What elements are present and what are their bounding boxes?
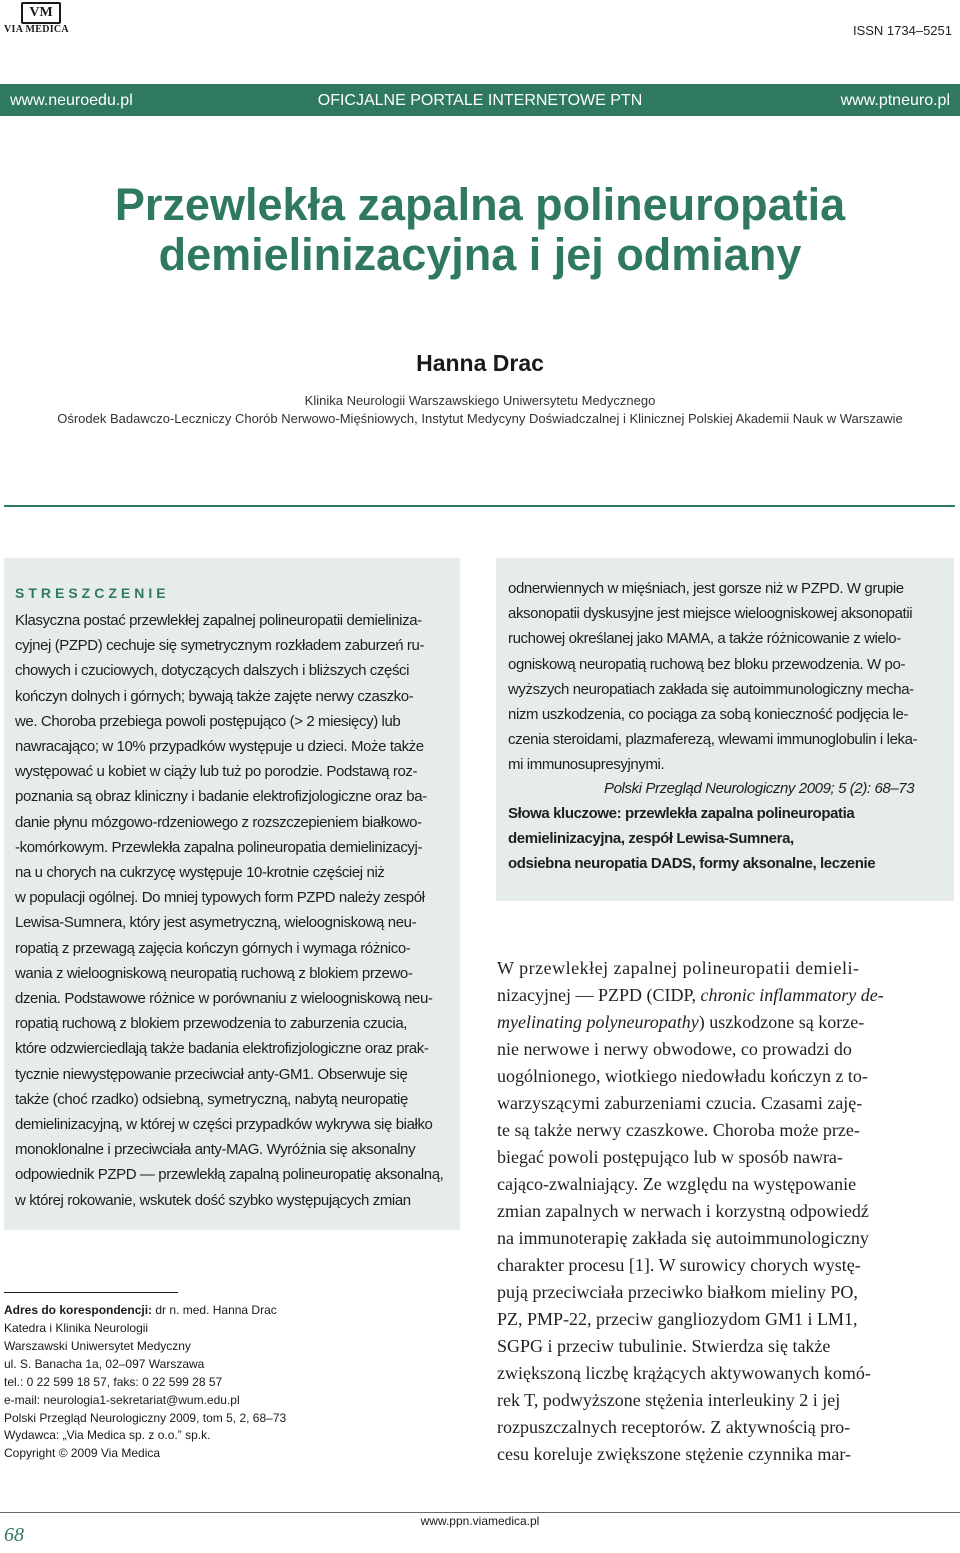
body-line: uogólnionego, wiotkiego niedowładu kończyn z to- (497, 1066, 868, 1086)
logo-text: VIA MEDICA (4, 24, 69, 35)
body-line: W przewlekłej zapalnej polineuropatii demieli- (497, 958, 860, 978)
body-text: ) uszkodzone są korze- (698, 1012, 865, 1032)
abstract-line: danie płynu mózgowo-rdzeniowego z rozszczepieniem białkowo- (15, 813, 422, 831)
body-text: nizacyjnej — PZPD (CIDP, (497, 985, 701, 1005)
body-line: te są także nerwy czaszkowe. Choroba może prze- (497, 1120, 860, 1140)
abstract-line: w której rokowanie, wskutek dość szybko występujących zmian (15, 1191, 411, 1209)
abstract-heading: STRESZCZENIE (15, 585, 170, 601)
abstract-line: we. Choroba przebiega powoli postępująco (> 2 miesięcy) lub (15, 712, 401, 730)
abstract-line: na u chorych na cukrzycę występuje 10-krotnie częściej niż (15, 864, 385, 881)
body-line: pują przeciwciała przeciwko białkom mieliny PO, (497, 1282, 858, 1302)
abstract-line: w populacji ogólnej. Do mniej typowych form PZPD należy zespół (15, 889, 425, 907)
abstract-line: ogniskową neuropatią ruchową bez bloku przewodzenia. W po- (508, 655, 906, 673)
footer-url[interactable]: www.ppn.viamedica.pl (420, 1514, 540, 1528)
abstract-citation: Polski Przegląd Neurologiczny 2009; 5 (2): 68–73 (604, 780, 915, 797)
correspondence-line: Wydawca: „Via Medica sp. z o.o.” sp.k. (4, 1428, 211, 1443)
abstract-line: ropatią z przewagą zajęcia kończyn górnych i wymaga różnico- (15, 939, 411, 957)
abstract-line: dzenia. Podstawowe różnice w porównaniu z wieloogniskową neu- (15, 990, 433, 1007)
body-line: zmian zapalnych w nerwach i korzystną odpowiedź (497, 1201, 869, 1221)
footer-divider (0, 1512, 960, 1513)
keywords-line: odsiebna neuropatia DADS, formy aksonalne, leczenie (508, 855, 876, 873)
abstract-line: które odzwierciedlają także badania elektrofizjologiczne oraz prak- (15, 1040, 429, 1058)
abstract-line: cyjnej (PZPD) cechuje się symetrycznym rozkładem zaburzeń ru- (15, 637, 425, 655)
correspondence-line: Katedra i Klinika Neurologii (4, 1321, 149, 1335)
body-line: PZ, PMP-22, przeciw gangliozydom GM1 i LM1, (497, 1309, 858, 1329)
abstract-line: demielinizacyjną, w której w części przypadków wykrywa się białko (15, 1116, 433, 1133)
abstract-line: ropatią ruchową z blokiem przewodzenia to zaburzenia czucia, (15, 1015, 408, 1033)
portal-link-ptneuro[interactable]: www.ptneuro.pl (840, 92, 950, 109)
issn-number: ISSN 1734–5251 (852, 23, 952, 38)
abstract-line: mi immunosupresyjnymi. (508, 756, 665, 774)
author-affiliation-2: Ośrodek Badawczo-Leczniczy Chorób Nerwowo-Mięśniowych, Instytut Medycyny Doświadczalnej i Klinicznej Polskiej Akademii Nauk w Warszawie (57, 411, 903, 426)
abstract-line: tycznie niewystępowanie przeciwciał anty-GM1. Obserwuje się (15, 1065, 408, 1083)
body-text-italic: myelinating polyneuropathy (497, 1012, 699, 1032)
body-line: cesu koreluje zwiększone stężenie czynnika mar- (497, 1444, 851, 1464)
keywords-line: demielinizacyjna, zespół Lewisa-Sumnera, (508, 830, 794, 848)
correspondence-line: Copyright © 2009 Via Medica (4, 1446, 161, 1461)
publisher-logo (4, 2, 84, 38)
correspondence-divider (4, 1292, 178, 1293)
abstract-line: monoklonalne i przeciwciała anty-MAG. Wyróżnia się aksonalny (15, 1141, 416, 1159)
article-title-line-2: demielinizacyjna i jej odmiany (158, 229, 802, 280)
body-line: cająco-zwalniający. Ze względu na występowanie (497, 1174, 857, 1194)
body-line: nie nerwowe i nerwy obwodowe, co prowadzi do (497, 1039, 852, 1059)
portal-link-neuroedu[interactable]: www.neuroedu.pl (10, 92, 133, 109)
article-author: Hanna Drac (416, 350, 544, 376)
body-line: warzyszącymi zaburzeniami czucia. Czasami zaję- (497, 1093, 863, 1113)
body-line: biegać powoli postępująco lub w sposób nawra- (497, 1147, 843, 1167)
body-line: na immunoterapię zakłada się autoimmunologiczny (497, 1228, 869, 1248)
abstract-line: nizm uszkodzenia, co pociąga za sobą konieczność podjęcia le- (508, 706, 909, 723)
abstract-line: odpowiednik PZPD — przewlekłą zapalną polineuropatię aksonalną, (15, 1166, 444, 1184)
abstract-line: ruchowej określanej jako MAMA, a także różnicowanie z wielo- (508, 630, 901, 648)
correspondence-label: Adres do korespondencji: (4, 1303, 153, 1317)
abstract-line: odnerwiennych w mięśniach, jest gorsze niż w PZPD. W grupie (508, 580, 904, 597)
portal-bar-title: OFICJALNE PORTALE INTERNETOWE PTN (317, 92, 643, 109)
abstract-line: wania z wieloogniskową neuropatią ruchową z blokiem przewo- (15, 964, 413, 982)
abstract-line: poznania są obraz kliniczny i badanie elektrofizjologiczne oraz ba- (15, 788, 427, 806)
logo-mark: VM (21, 2, 61, 24)
abstract-line: Klasyczna postać przewlekłej zapalnej polineuropatii demieliniza- (15, 612, 422, 629)
body-line (497, 982, 955, 1009)
correspondence-heading (4, 1302, 444, 1319)
correspondence-line: ul. S. Banacha 1a, 02–097 Warszawa (4, 1356, 205, 1371)
body-line (497, 1009, 955, 1036)
header-divider (4, 505, 955, 507)
abstract-line: występować u kobiet w ciąży lub tuż po porodzie. Podstawą roz- (15, 763, 418, 781)
abstract-line: Lewisa-Sumnera, który jest asymetryczną, wieloogniskową neu- (15, 914, 417, 932)
abstract-line: chowych i czuciowych, dotyczących dalszych i bliższych części (15, 662, 410, 680)
correspondence-line: tel.: 0 22 599 18 57, faks: 0 22 599 28 57 (4, 1374, 223, 1389)
body-line: rozpuszczalnych receptorów. Z aktywnością pro- (497, 1417, 851, 1437)
abstract-line: -komórkowym. Przewlekła zapalna polineuropatia demielinizacyj- (15, 838, 423, 856)
page-number: 68 (4, 1524, 24, 1546)
abstract-line: wyższych neuropatiach zakłada się autoimmunologiczny mecha- (508, 680, 914, 698)
author-affiliation-1: Klinika Neurologii Warszawskiego Uniwersytetu Medycznego (304, 393, 656, 408)
abstract-line: kończyn dolnych i górnych; bywają także zajęte nerwy czaszko- (15, 687, 414, 705)
correspondence-line: Polski Przegląd Neurologiczny 2009, tom 5, 2, 68–73 (4, 1410, 287, 1425)
abstract-line: także (choć rzadko) odsiebną, symetryczną, nabytą neuropatię (15, 1090, 408, 1108)
body-line: charakter procesu [1]. W surowicy chorych wystę- (497, 1255, 861, 1275)
article-title-line-1: Przewlekła zapalna polineuropatia (114, 179, 846, 230)
body-line: zwiększoną liczbę krążących aktywowanych komó- (497, 1363, 871, 1383)
correspondence-line: Warszawski Uniwersytet Medyczny (4, 1338, 191, 1353)
body-line: SGPG i przeciw tubulinie. Stwierdza się także (497, 1336, 831, 1356)
body-line: rek T, podwyższone stężenia interleukiny 2 i jej (497, 1390, 841, 1410)
portal-bar (0, 84, 960, 116)
body-text-italic: chronic inflammatory de- (700, 985, 884, 1005)
abstract-line: aksonopatii dyskusyjne jest miejsce wieloogniskowej aksonopatii (508, 605, 913, 623)
article-title (0, 180, 960, 280)
abstract-line: nawracająco; w 10% przypadków występuje u dzieci. Może także (15, 738, 424, 755)
keywords-line: Słowa kluczowe: przewlekła zapalna polineuropatia (508, 805, 855, 822)
abstract-line: czenia steroidami, plazmaferezą, wlewami immunoglobulin i leka- (508, 731, 918, 749)
correspondence-line: e-mail: neurologia1-sekretariat@wum.edu.pl (4, 1392, 240, 1407)
correspondence-name: dr n. med. Hanna Drac (155, 1303, 277, 1317)
